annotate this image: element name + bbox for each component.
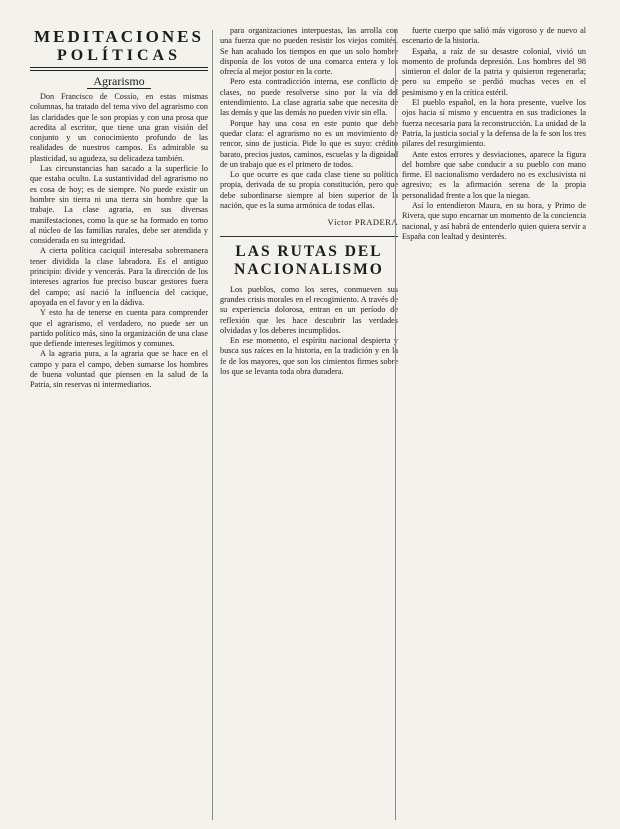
column-meditaciones bbox=[30, 26, 208, 391]
article-heading: LAS RUTAS DEL NACIONALISMO bbox=[234, 242, 384, 278]
author-signature: Víctor PRADERA bbox=[327, 217, 398, 228]
paragraph: para organizaciones interpuestas, las arrolla con una fuerza que no pueden resistir los viejos comités. Se han acabado los tiempos en que un solo hombre disponía de los votos de una comarca entera y los ofrecía al mejor postor en la corte. bbox=[220, 26, 398, 77]
paragraph: A la agraria pura, a la agraria que se hace en el campo y para el campo, deben sumarse los hombres de buena voluntad que piensen en la salud de la Patria, sin reservas ni intermediarios. bbox=[30, 349, 208, 390]
paragraph: Ante estos errores y desviaciones, aparece la figura del hombre que sabe conducir a su pueblo con mano firme. El nacionalismo verdadero no es exclusivista ni agresivo; es la afirmación serena de la propia personalidad frente a los que la niegan. bbox=[402, 149, 586, 200]
article-subtitle bbox=[30, 74, 208, 88]
paragraph: En ese momento, el espíritu nacional despierta y busca sus raíces en la historia, en la tradición y en la fe de los mayores, que son los cimientos firmes sobre los que se levanta toda obra duradera. bbox=[220, 336, 398, 377]
section-title-line1: MEDITACIONES bbox=[34, 27, 204, 46]
column-middle bbox=[220, 26, 398, 377]
paragraph: Así lo entendieron Maura, en su hora, y Primo de Rivera, que supo encarnar un momento de la conciencia nacional, y así habrá de entenderlo quien quiera servir a España con lealtad y desinterés. bbox=[402, 201, 586, 241]
column-right bbox=[402, 26, 586, 242]
subtitle-text: Agrarismo bbox=[87, 74, 150, 89]
paragraph: Y esto ha de tenerse en cuenta para comprender que el agrarismo, el verdadero, no puede ser un partido político más, sino la organización de una clase que defiende intereses legítimos y comunes. bbox=[30, 308, 208, 349]
paragraph: fuerte cuerpo que salió más vigoroso y de nuevo al escenario de la historia. bbox=[402, 26, 586, 46]
article-divider bbox=[220, 236, 398, 237]
paragraph: Porque hay una cosa en este punto que debe quedar clara: el agrarismo no es un movimiento de rencor, sino de justicia. Pide lo que es suyo: crédito barato, precios justos, caminos, escuelas y la dignidad de un trabajo que es el primero de todos. bbox=[220, 118, 398, 169]
paragraph: Los pueblos, como los seres, conmueven sus grandes crisis morales en el recogimiento. A través de su experiencia dolorosa, entran en un período de reflexión que les hace descubrir las verdades olvidadas y los deberes incumplidos. bbox=[220, 284, 398, 335]
paragraph: Don Francisco de Cossío, en estas mismas columnas, ha tratado del tema vivo del agrarismo con las claridades que le son propias y con una prosa que acredita al escritor, que tiene una gran visión del conjunto y un conocimiento profundo de las realidades de nuestros campos. Es admirable su plasticidad, su agudeza, su delicadeza también. bbox=[30, 92, 208, 163]
paragraph: España, a raíz de su desastre colonial, vivió un momento de profunda depresión. Los hombres del 98 sintieron el dolor de la patria y quisieron regenerarla; pero su empeño se perdió muchas veces en el pesimismo y en la crítica estéril. bbox=[402, 46, 586, 97]
section-title-line2: POLÍTICAS bbox=[56, 47, 182, 64]
column-divider bbox=[212, 30, 213, 820]
paragraph: Lo que ocurre es que cada clase tiene su política propia, derivada de su propia constitución, pero que debe subordinarse siempre al bien superior de la nación, que es la suma armónica de todas ellas. bbox=[220, 170, 398, 211]
column-divider bbox=[395, 30, 396, 820]
paragraph: Pero esta contradicción interna, ese conflicto de clases, no puede resolverse sino por la vía del entendimiento. La clase agraria sabe que necesita de las demás y que las demás no pueden vivir sin ella. bbox=[220, 77, 398, 118]
paragraph: A cierta política caciquil interesaba sobremanera tener dividida la clase labradora. Es el antiguo principio: divide y vencerás. Para la dirección de los intereses agrarios fue preciso buscar gestores fuera del campo; así nació la influencia del cacique, apoyada en el favor y en la dádiva. bbox=[30, 246, 208, 307]
title-rule bbox=[30, 67, 208, 71]
paragraph: El pueblo español, en la hora presente, vuelve los ojos hacia sí mismo y encuentra en sus tradiciones la fuerza necesaria para la reconstrucción. La unidad de la Patria, la justicia social y la defensa de la fe son los tres pilares del resurgimiento. bbox=[402, 98, 586, 149]
paragraph: Las circunstancias han sacado a la superficie lo que estaba oculto. La sustantividad del agrarismo no es cosa de hoy; es de siempre. No puede existir un hombre sin tierra ni una tierra sin hombre que la trabaje. La clase agraria, en sus diversas manifestaciones, como la que se ha formado en torno al núcleo de las familias rurales, debe ser atendida y considerada en su integridad. bbox=[30, 164, 208, 246]
